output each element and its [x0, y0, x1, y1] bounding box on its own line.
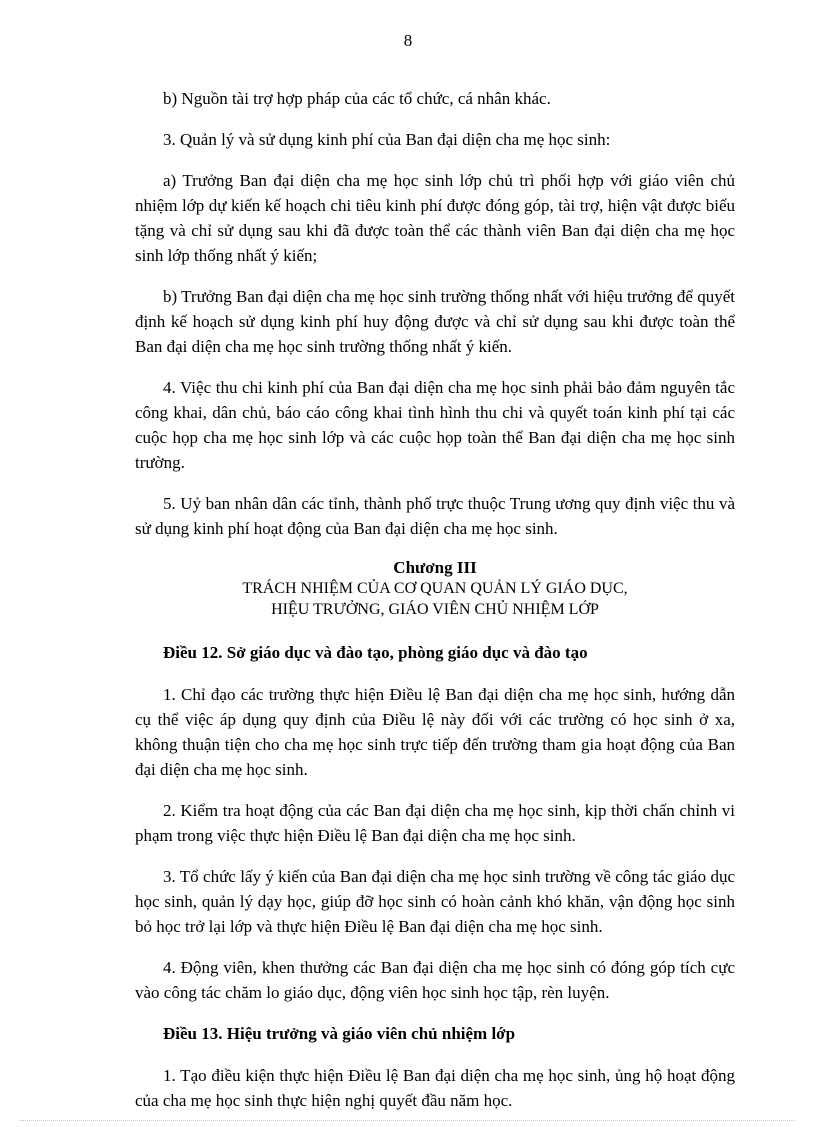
paragraph-clause-3a: a) Trưởng Ban đại diện cha mẹ học sinh lớp chủ trì phối hợp với giáo viên chủ nhiệm lớp dự kiến kế hoạch chi tiêu kinh phí được đóng góp, tài trợ, hiện vật được biếu tặng và chỉ sử dụng sau khi đã được toàn thể các thành viên Ban đại diện cha mẹ học sinh lớp thống nhất ý kiến; [135, 171, 735, 265]
paragraph-clause-4: 4. Việc thu chi kinh phí của Ban đại diện cha mẹ học sinh phải bảo đảm nguyên tắc công khai, dân chủ, báo cáo công khai tình hình thu chi và quyết toán kinh phí tại các cuộc họp cha mẹ học sinh lớp và các cuộc họp toàn thể Ban đại diện cha mẹ học sinh trường. [135, 378, 735, 472]
article-12-clause-3: 3. Tổ chức lấy ý kiến của Ban đại diện cha mẹ học sinh trường về công tác giáo dục học sinh, quản lý dạy học, giúp đỡ học sinh có hoàn cảnh khó khăn, vận động học sinh bỏ học trở lại lớp và thực hiện Điều lệ Ban đại diện cha mẹ học sinh. [135, 867, 735, 936]
article-12-heading: Điều 12. Sở giáo dục và đào tạo, phòng giáo dục và đào tạo [163, 643, 588, 662]
chapter-subtitle-line-2: HIỆU TRƯỞNG, GIÁO VIÊN CHỦ NHIỆM LỚP [271, 601, 599, 618]
article-12-clause-2: 2. Kiểm tra hoạt động của các Ban đại diện cha mẹ học sinh, kịp thời chấn chỉnh vi phạm trong việc thực hiện Điều lệ Ban đại diện cha mẹ học sinh. [135, 801, 735, 845]
page-number: 8 [403, 31, 413, 50]
chapter-title: Chương III [393, 558, 477, 577]
article-13-heading: Điều 13. Hiệu trưởng và giáo viên chủ nhiệm lớp [163, 1024, 516, 1043]
paragraph-funding-source: b) Nguồn tài trợ hợp pháp của các tổ chức, cá nhân khác. [163, 89, 551, 108]
article-13-clause-1: 1. Tạo điều kiện thực hiện Điều lệ Ban đại diện cha mẹ học sinh, ủng hộ hoạt động của cha mẹ học sinh thực hiện nghị quyết đầu năm học. [135, 1066, 735, 1110]
paragraph-clause-3: 3. Quản lý và sử dụng kinh phí của Ban đại diện cha mẹ học sinh: [163, 130, 611, 149]
chapter-heading [135, 557, 735, 620]
paragraph-clause-5: 5. Uỷ ban nhân dân các tỉnh, thành phố trực thuộc Trung ương quy định việc thu và sử dụng kinh phí hoạt động của Ban đại diện cha mẹ học sinh. [135, 494, 735, 538]
document-body [135, 86, 735, 1129]
chapter-subtitle-line-1: TRÁCH NHIỆM CỦA CƠ QUAN QUẢN LÝ GIÁO DỤC, [242, 580, 628, 597]
paragraph-clause-3b: b) Trưởng Ban đại diện cha mẹ học sinh trường thống nhất với hiệu trưởng để quyết định kế hoạch sử dụng kinh phí huy động được và chỉ sử dụng sau khi được toàn thể Ban đại diện cha mẹ học sinh trường thống nhất ý kiến. [135, 287, 735, 356]
article-12-clause-1: 1. Chỉ đạo các trường thực hiện Điều lệ Ban đại diện cha mẹ học sinh, hướng dẫn cụ thể việc áp dụng quy định của Điều lệ này đối với các trường có học sinh ở xa, không thuận tiện cho cha mẹ học sinh trực tiếp đến trường tham gia hoạt động của Ban đại diện cha mẹ học sinh. [135, 685, 735, 779]
page-bottom-divider [20, 1120, 796, 1121]
article-12-clause-4: 4. Động viên, khen thưởng các Ban đại diện cha mẹ học sinh có đóng góp tích cực vào công tác chăm lo giáo dục, động viên học sinh học tập, rèn luyện. [135, 958, 735, 1002]
